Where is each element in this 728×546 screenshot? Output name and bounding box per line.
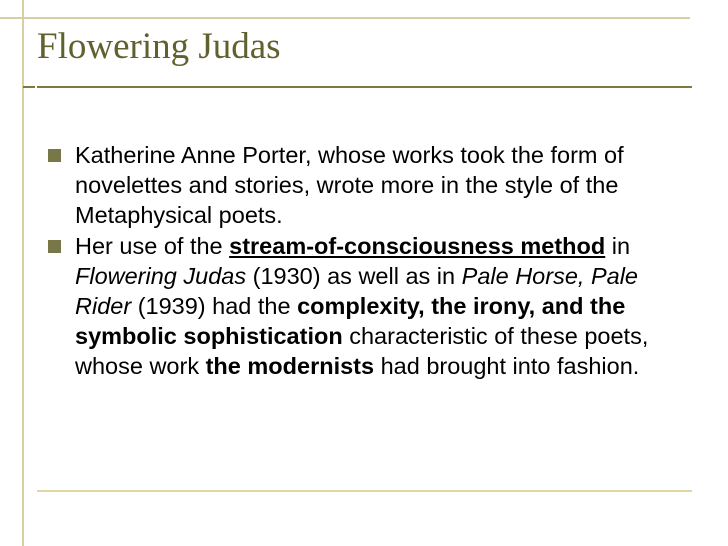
bullet-text-segment: in [605, 233, 631, 259]
bullet-list [48, 140, 693, 382]
emphasis-underlined: stream-of-consciousness method [229, 233, 606, 259]
bullet-item [48, 231, 693, 381]
bullet-text: Katherine Anne Porter, whose works took the form of novelettes and stories, wrote more in the style of the Metaphysical poets. [75, 142, 624, 228]
bullet-text-segment: (1930) as well as in [246, 263, 462, 289]
bottom-decorative-rule [37, 490, 692, 492]
bullet-text-segment: had brought into fashion. [374, 353, 640, 379]
title-rule-stub [23, 86, 35, 88]
top-decorative-line [0, 17, 690, 19]
bullet-item [48, 140, 693, 230]
square-bullet-icon [48, 149, 61, 162]
left-decorative-line [22, 0, 24, 546]
emphasis-bold: complexity, the irony, and the symbolic sophistication [75, 293, 626, 349]
title-underline-rule [37, 86, 692, 88]
work-title-italic: Pale Horse, Pale Rider [75, 263, 638, 319]
bullet-text-segment: Her use of the [75, 233, 230, 259]
bullet-text-segment: characteristic of these poets, whose work [75, 323, 649, 379]
work-title-italic: Flowering Judas [75, 263, 247, 289]
emphasis-bold: the modernists [205, 353, 375, 379]
bullet-text-segment: (1939) had the [131, 293, 298, 319]
square-bullet-icon [48, 240, 61, 253]
slide-title: Flowering Judas [37, 26, 281, 67]
